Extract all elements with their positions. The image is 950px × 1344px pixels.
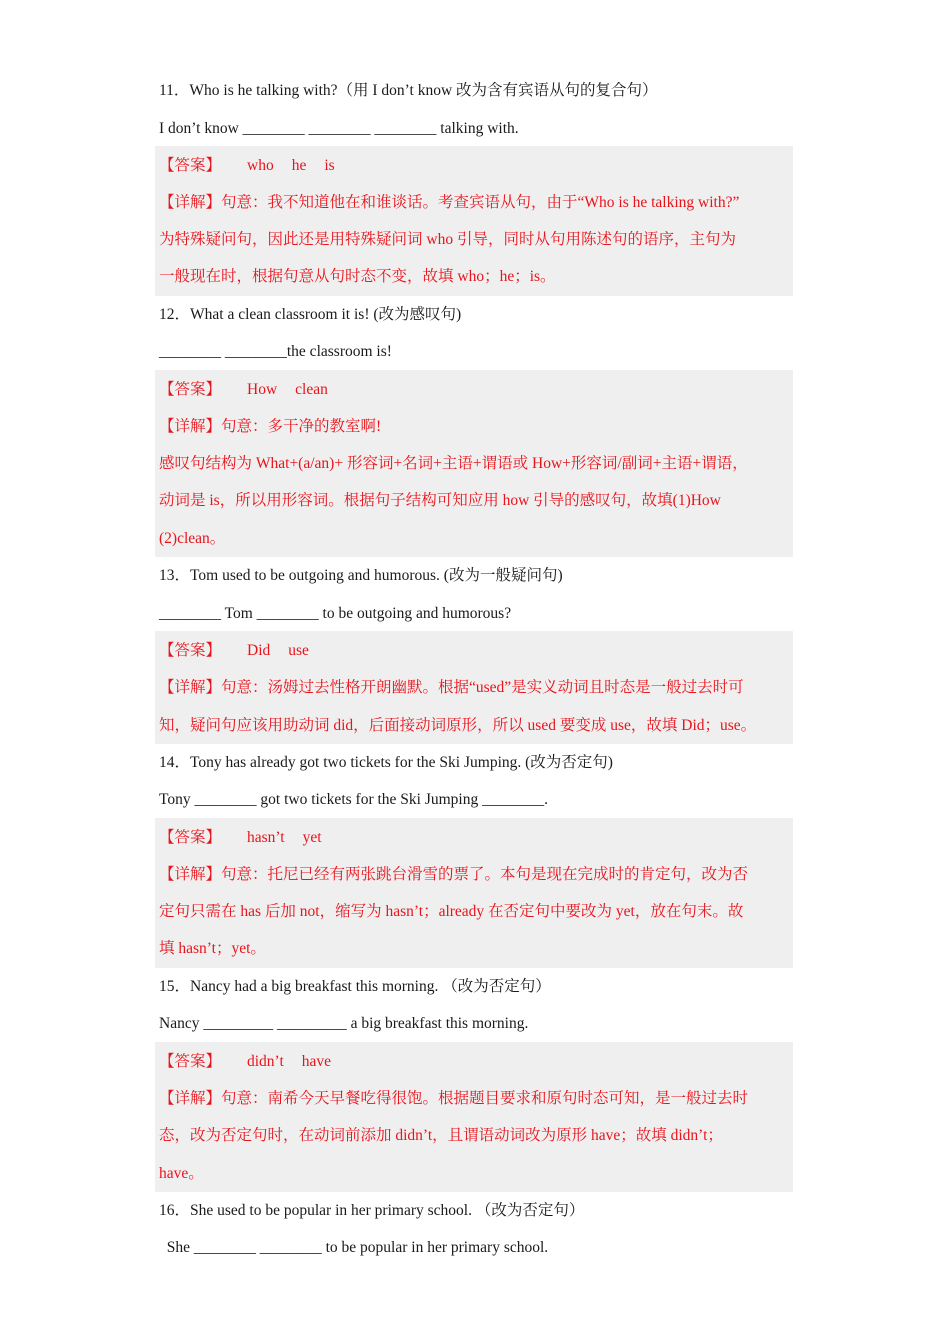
answer-block-13: [155, 631, 793, 744]
answer-label: 【答案】: [159, 829, 222, 846]
answer-label: 【答案】: [159, 1053, 222, 1070]
question-14-fill: Tony ________ got two tickets for the Ski Jumping ________.: [159, 791, 548, 808]
explanation-line: 态，改为否定句时，在动词前添加 didn’t，且谓语动词改为原形 have；故填 didn’t；: [159, 1127, 723, 1144]
answer-label: 【答案】: [159, 157, 222, 174]
explanation-line: 知，疑问句应该用助动词 did，后面接动词原形，所以 used 要变成 use，故填 Did；use。: [159, 717, 757, 734]
explanation-line: (2)clean。: [159, 530, 226, 547]
question-12-fill: ________ ________the classroom is!: [159, 343, 392, 360]
question-13-fill: ________ Tom ________ to be outgoing and humorous?: [159, 605, 512, 622]
answer-label: 【答案】: [159, 642, 222, 659]
explanation-line: have。: [159, 1165, 204, 1182]
explanation-line: 【详解】句意：托尼已经有两张跳台滑雪的票了。本句是现在完成时的肯定句，改为否: [159, 866, 749, 883]
question-16-fill: She ________ ________ to be popular in her primary school.: [159, 1239, 549, 1256]
answer-word: use: [288, 642, 309, 659]
explanation-line: 【详解】句意：南希今天早餐吃得很饱。根据题目要求和原句时态可知，是一般过去时: [159, 1090, 749, 1107]
answer-word: who: [247, 157, 274, 174]
answer-word: Did: [247, 642, 271, 659]
explanation-line: 填 hasn’t；yet。: [159, 940, 266, 957]
answer-word: didn’t: [247, 1053, 284, 1070]
answer-line: [159, 828, 340, 848]
answer-line: [159, 156, 353, 176]
answer-label: 【答案】: [159, 381, 222, 398]
answer-word: yet: [302, 829, 322, 846]
explanation-line: 为特殊疑问句，因此还是用特殊疑问词 who 引导，同时从句用陈述句的语序，主句为: [159, 231, 736, 248]
answer-word: clean: [295, 381, 328, 398]
answer-word: he: [291, 157, 307, 174]
answer-block-11: [155, 146, 793, 296]
question-11-prompt: 11．Who is he talking with?（用 I don’t know 改为含有宾语从句的复合句）: [159, 82, 658, 99]
explanation-line: 【详解】句意：多干净的教室啊!: [159, 418, 382, 435]
answer-block-14: [155, 818, 793, 968]
answer-block-15: [155, 1042, 793, 1192]
explanation-line: 动词是 is，所以用形容词。根据句子结构可知应用 how 引导的感叹句，故填(1)How: [159, 492, 721, 509]
question-12-prompt: 12．What a clean classroom it is! (改为感叹句): [159, 306, 462, 323]
explanation-line: 一般现在时，根据句意从句时态不变，故填 who；he；is。: [159, 268, 556, 285]
question-15-prompt: 15．Nancy had a big breakfast this morning. （改为否定句）: [159, 978, 551, 995]
answer-word: hasn’t: [247, 829, 285, 846]
question-11-fill: I don’t know ________ ________ ________ talking with.: [159, 120, 519, 137]
answer-block-12: [155, 370, 793, 557]
answer-word: How: [247, 381, 278, 398]
answer-line: [159, 1052, 349, 1072]
question-14-prompt: 14．Tony has already got two tickets for the Ski Jumping. (改为否定句): [159, 754, 613, 771]
explanation-line: 【详解】句意：汤姆过去性格开朗幽默。根据“used”是实义动词且时态是一般过去时可: [159, 679, 744, 696]
answer-line: [159, 380, 346, 400]
explanation-line: 定句只需在 has 后加 not，缩写为 hasn’t；already 在否定句中要改为 yet，放在句末。故: [159, 903, 744, 920]
question-15-fill: Nancy _________ _________ a big breakfast this morning.: [159, 1015, 529, 1032]
answer-line: [159, 641, 327, 661]
explanation-line: 感叹句结构为 What+(a/an)+ 形容词+名词+主语+谓语或 How+形容词/副词+主语+谓语，: [159, 455, 748, 472]
question-16-prompt: 16．She used to be popular in her primary school. （改为否定句）: [159, 1202, 585, 1219]
answer-word: have: [301, 1053, 332, 1070]
question-13-prompt: 13．Tom used to be outgoing and humorous. (改为一般疑问句): [159, 567, 563, 584]
explanation-line: 【详解】句意：我不知道他在和谁谈话。考查宾语从句，由于“Who is he talking with?”: [159, 194, 740, 211]
answer-word: is: [324, 157, 335, 174]
